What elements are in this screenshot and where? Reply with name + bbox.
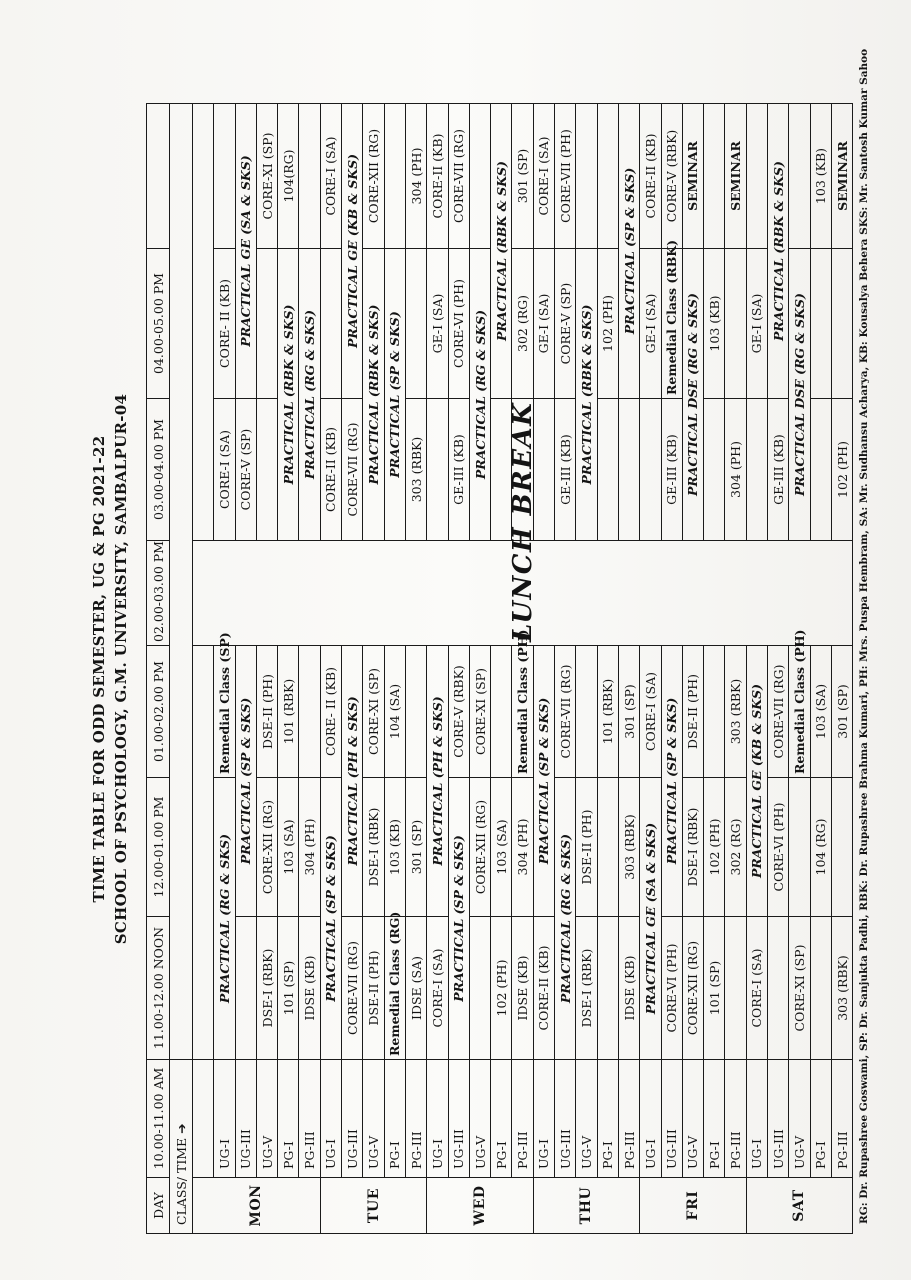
day-cell-wed: WED: [427, 1178, 533, 1234]
schedule-cell: 101 (SP): [704, 917, 725, 1060]
empty-cell: [618, 399, 639, 541]
class-cell: UG-III: [235, 1060, 256, 1178]
document-header: [74, 104, 146, 1234]
schedule-cell: CORE-V (RBK): [661, 104, 682, 249]
table-row: [448, 104, 469, 1234]
empty-cell: [768, 917, 789, 1060]
class-cell: PG-I: [384, 1060, 405, 1178]
schedule-cell: CORE-II (KB): [427, 104, 448, 249]
schedule-cell: Remedial Class (RG): [384, 917, 405, 1060]
schedule-cell: PRACTICAL GE (SA & SKS): [235, 104, 256, 399]
header-slot-4: 01.00-02.00 PM: [147, 646, 170, 778]
empty-cell: [704, 399, 725, 541]
schedule-cell: DSE-II (PH): [256, 646, 277, 778]
schedule-cell: CORE-V (SP): [555, 249, 576, 399]
empty-cell: [469, 104, 490, 249]
schedule-cell: 102 (PH): [831, 399, 852, 541]
schedule-cell: CORE-XII (RG): [469, 778, 490, 917]
schedule-cell: CORE-VI (PH): [768, 778, 789, 917]
schedule-cell: PRACTICAL (RBK & SKS): [768, 104, 789, 399]
table-row: [512, 104, 533, 1234]
schedule-cell: CORE-I (SA): [533, 104, 554, 249]
schedule-cell: DSE-I (RBK): [682, 778, 703, 917]
header-slot-7: 04.00-05.00 PM: [147, 249, 170, 399]
table-row: [405, 104, 426, 1234]
schedule-cell: DSE-II (PH): [576, 778, 597, 917]
schedule-cell: 103 (KB): [704, 249, 725, 399]
schedule-cell: PRACTICAL (RG & SKS): [555, 778, 576, 1060]
table-row: [533, 104, 554, 1234]
empty-cell: [597, 399, 618, 541]
class-cell: PG-I: [810, 1060, 831, 1178]
schedule-cell: CORE-V (SP): [235, 399, 256, 541]
class-cell: UG-I: [320, 1060, 341, 1178]
schedule-cell: 303 (RBK): [725, 646, 746, 778]
schedule-cell: CORE-VII (RG): [342, 399, 363, 541]
empty-cell: [789, 104, 810, 249]
empty-cell: [725, 249, 746, 399]
table-row: [768, 104, 789, 1234]
schedule-cell: SEMINAR: [725, 104, 746, 249]
schedule-cell: PRACTICAL (RBK & SKS): [576, 249, 597, 541]
empty-cell: [299, 104, 320, 249]
schedule-cell: PRACTICAL (SP & SKS): [235, 646, 256, 917]
empty-cell: [704, 104, 725, 249]
schedule-cell: CORE-I (SA): [214, 399, 235, 541]
class-cell: UG-III: [342, 1060, 363, 1178]
table-row: [725, 104, 746, 1234]
table-row: [193, 104, 214, 1234]
timetable-body: [193, 104, 853, 1234]
schedule-cell: CORE-I (SA): [746, 917, 767, 1060]
empty-cell: [193, 646, 214, 1060]
table-row: [618, 104, 639, 1234]
schedule-cell: Remedial Class (PH): [789, 646, 810, 778]
day-cell-tue: TUE: [320, 1178, 426, 1234]
empty-cell: [810, 917, 831, 1060]
class-cell: PG-III: [618, 1060, 639, 1178]
empty-cell: [576, 646, 597, 778]
schedule-cell: PRACTICAL (PH & SKS): [427, 646, 448, 917]
schedule-cell: GE-I (SA): [640, 249, 661, 399]
empty-cell: [789, 778, 810, 917]
schedule-cell: CORE-II (KB): [320, 399, 341, 541]
empty-cell: [320, 249, 341, 399]
schedule-cell: PRACTICAL GE (KB & SKS): [342, 104, 363, 399]
schedule-cell: DSE-I (RBK): [576, 917, 597, 1060]
schedule-cell: 101 (SP): [278, 917, 299, 1060]
table-row: [576, 104, 597, 1234]
empty-cell: [640, 399, 661, 541]
class-cell: PG-III: [512, 1060, 533, 1178]
empty-cell: [831, 249, 852, 399]
schedule-cell: 303 (RBK): [831, 917, 852, 1060]
header-slot-3: 12.00-01.00 PM: [147, 778, 170, 917]
schedule-cell: 101 (RBK): [278, 646, 299, 778]
empty-cell: [469, 917, 490, 1060]
class-cell: [193, 1060, 214, 1178]
class-cell: UG-V: [576, 1060, 597, 1178]
empty-cell: [704, 646, 725, 778]
schedule-cell: CORE- II (KB): [320, 646, 341, 778]
schedule-cell: 104(RG): [278, 104, 299, 249]
timetable: [146, 103, 853, 1234]
header-slot-5: 02.00-03.00 PM: [147, 541, 170, 646]
table-row: [640, 104, 661, 1234]
schedule-cell: CORE-I (SA): [320, 104, 341, 249]
schedule-cell: DSE-I (RBK): [363, 778, 384, 917]
schedule-cell: IDSE (KB): [618, 917, 639, 1060]
schedule-cell: 303 (RBK): [618, 778, 639, 917]
schedule-cell: PRACTICAL (RG & SKS): [469, 249, 490, 541]
schedule-cell: IDSE (KB): [512, 917, 533, 1060]
class-cell: PG-III: [831, 1060, 852, 1178]
document-subtitle: SCHOOL OF PSYCHOLOGY, G.M. UNIVERSITY, SAMBALPUR-04: [112, 393, 130, 945]
schedule-cell: PRACTICAL GE (SA & SKS): [640, 778, 661, 1060]
schedule-cell: SEMINAR: [682, 104, 703, 249]
class-cell: UG-V: [363, 1060, 384, 1178]
schedule-cell: GE-III (KB): [555, 399, 576, 541]
header-row-times: [147, 104, 170, 1234]
empty-cell: [576, 104, 597, 249]
header-row-class-time: [170, 104, 193, 1234]
day-cell-fri: FRI: [640, 1178, 746, 1234]
schedule-cell: 102 (PH): [491, 917, 512, 1060]
schedule-cell: 304 (PH): [405, 104, 426, 249]
table-row: [235, 104, 256, 1234]
schedule-cell: Remedial Class (SP): [214, 646, 235, 778]
schedule-cell: CORE-II (KB): [533, 917, 554, 1060]
schedule-cell: Remedial Class (RBK): [661, 249, 682, 399]
schedule-cell: 101 (RBK): [597, 646, 618, 778]
schedule-cell: GE-III (KB): [661, 399, 682, 541]
table-row: [363, 104, 384, 1234]
table-row: [469, 104, 490, 1234]
schedule-cell: IDSE (KB): [299, 917, 320, 1060]
class-cell: PG-I: [278, 1060, 299, 1178]
schedule-cell: PRACTICAL (RG & SKS): [299, 249, 320, 541]
schedule-cell: 301 (SP): [405, 778, 426, 917]
schedule-cell: CORE-XII (RG): [682, 917, 703, 1060]
schedule-cell: 304 (PH): [512, 778, 533, 917]
table-row: [704, 104, 725, 1234]
class-cell: PG-I: [491, 1060, 512, 1178]
schedule-cell: CORE-XII (RG): [363, 104, 384, 249]
schedule-cell: 102 (PH): [704, 778, 725, 917]
class-cell: PG-I: [704, 1060, 725, 1178]
schedule-cell: GE-III (KB): [768, 399, 789, 541]
table-row: [746, 104, 767, 1234]
schedule-cell: PRACTICAL DSE (RG & SKS): [789, 249, 810, 541]
class-cell: PG-III: [725, 1060, 746, 1178]
schedule-cell: 301 (SP): [512, 104, 533, 249]
class-cell: UG-V: [469, 1060, 490, 1178]
empty-cell: [256, 249, 277, 399]
table-row: [810, 104, 831, 1234]
class-cell: UG-I: [746, 1060, 767, 1178]
class-cell: UG-I: [214, 1060, 235, 1178]
empty-cell: [193, 104, 214, 541]
class-cell: PG-III: [299, 1060, 320, 1178]
empty-cell: [810, 399, 831, 541]
empty-cell: [746, 399, 767, 541]
schedule-cell: PRACTICAL (RBK & SKS): [278, 249, 299, 541]
schedule-cell: CORE-VII (RG): [768, 646, 789, 778]
header-slot-6: 03.00-04.00 PM: [147, 399, 170, 541]
schedule-cell: CORE-XI (SP): [256, 104, 277, 249]
schedule-cell: PRACTICAL (SP & SKS): [384, 249, 405, 541]
schedule-cell: CORE-II (KB): [640, 104, 661, 249]
class-cell: UG-V: [682, 1060, 703, 1178]
empty-cell: [384, 104, 405, 249]
header-class-time: [170, 1060, 193, 1234]
schedule-cell: PRACTICAL (SP & SKS): [320, 778, 341, 1060]
class-time-label: CLASS/ TIME: [173, 1137, 189, 1225]
schedule-cell: 102 (PH): [597, 249, 618, 399]
schedule-cell: CORE-XII (RG): [256, 778, 277, 917]
schedule-cell: PRACTICAL (RG & SKS): [214, 778, 235, 1060]
class-cell: UG-V: [256, 1060, 277, 1178]
class-cell: UG-I: [533, 1060, 554, 1178]
empty-cell: [214, 104, 235, 249]
table-row: [597, 104, 618, 1234]
schedule-cell: 304 (PH): [299, 778, 320, 917]
table-row: [256, 104, 277, 1234]
schedule-cell: CORE-XI (SP): [469, 646, 490, 778]
schedule-cell: 103 (KB): [384, 778, 405, 917]
schedule-cell: CORE-XI (SP): [363, 646, 384, 778]
day-cell-mon: MON: [193, 1178, 321, 1234]
schedule-cell: 104 (SA): [384, 646, 405, 778]
empty-cell: [597, 778, 618, 917]
empty-cell: [725, 917, 746, 1060]
schedule-cell: PRACTICAL (SP & SKS): [448, 778, 469, 1060]
schedule-cell: 103 (SA): [491, 778, 512, 917]
table-row: [491, 104, 512, 1234]
empty-cell: [831, 778, 852, 917]
table-row: [214, 104, 235, 1234]
table-row: [831, 104, 852, 1234]
schedule-cell: 103 (SA): [810, 646, 831, 778]
table-row: [555, 104, 576, 1234]
class-cell: UG-III: [661, 1060, 682, 1178]
empty-cell: [405, 249, 426, 399]
class-cell: UG-III: [555, 1060, 576, 1178]
table-row: [278, 104, 299, 1234]
schedule-cell: SEMINAR: [831, 104, 852, 249]
class-cell: PG-I: [597, 1060, 618, 1178]
schedule-cell: IDSE (SA): [405, 917, 426, 1060]
empty-cell: [299, 646, 320, 778]
schedule-cell: PRACTICAL (RBK & SKS): [491, 104, 512, 399]
table-row: [427, 104, 448, 1234]
schedule-cell: CORE-XI (SP): [789, 917, 810, 1060]
header-slot-1: 10.00-11.00 AM: [147, 1060, 170, 1178]
day-cell-thu: THU: [533, 1178, 639, 1234]
header-slot-2: 11.00-12.00 NOON: [147, 917, 170, 1060]
schedule-cell: 301 (SP): [831, 646, 852, 778]
schedule-cell: PRACTICAL (SP & SKS): [533, 646, 554, 917]
schedule-cell: CORE-I (SA): [427, 917, 448, 1060]
class-cell: UG-III: [448, 1060, 469, 1178]
header-spacer: [170, 104, 193, 1060]
schedule-cell: 103 (SA): [278, 778, 299, 917]
class-cell: UG-V: [789, 1060, 810, 1178]
schedule-cell: GE-III (KB): [448, 399, 469, 541]
document-title: TIME TABLE FOR ODD SEMESTER, UG & PG 2021-22: [90, 435, 108, 903]
empty-cell: [810, 249, 831, 399]
schedule-cell: 302 (RG): [512, 249, 533, 399]
schedule-cell: DSE-II (PH): [682, 646, 703, 778]
arrow-right-icon: ➔: [173, 1123, 189, 1134]
empty-cell: [256, 399, 277, 541]
table-row: [342, 104, 363, 1234]
schedule-cell: 104 (RG): [810, 778, 831, 917]
schedule-cell: 303 (RBK): [405, 399, 426, 541]
schedule-cell: GE-I (SA): [533, 249, 554, 399]
schedule-cell: PRACTICAL (PH & SKS): [342, 646, 363, 917]
table-row: [682, 104, 703, 1234]
schedule-cell: 301 (SP): [618, 646, 639, 778]
schedule-cell: PRACTICAL GE (KB & SKS): [746, 646, 767, 917]
header-slot-8: [147, 104, 170, 249]
empty-cell: [405, 646, 426, 778]
schedule-cell: PRACTICAL (SP & SKS): [618, 104, 639, 399]
empty-cell: [427, 399, 448, 541]
schedule-cell: CORE-VII (PH): [555, 104, 576, 249]
empty-cell: [597, 104, 618, 249]
empty-cell: [597, 917, 618, 1060]
schedule-cell: CORE-VI (PH): [448, 249, 469, 399]
schedule-cell: 304 (PH): [725, 399, 746, 541]
schedule-cell: CORE-VII (RG): [448, 104, 469, 249]
schedule-cell: PRACTICAL (SP & SKS): [661, 646, 682, 917]
table-row: [661, 104, 682, 1234]
class-cell: UG-I: [640, 1060, 661, 1178]
table-row: [299, 104, 320, 1234]
schedule-cell: PRACTICAL DSE (RG & SKS): [682, 249, 703, 541]
schedule-cell: CORE-I (SA): [640, 646, 661, 778]
schedule-cell: DSE-I (RBK): [256, 917, 277, 1060]
class-cell: UG-III: [768, 1060, 789, 1178]
schedule-cell: GE-I (SA): [746, 249, 767, 399]
day-cell-sat: SAT: [746, 1178, 852, 1234]
schedule-cell: Remedial Class (PH): [512, 646, 533, 778]
lunch-break-cell: LUNCH BREAK: [193, 541, 853, 646]
schedule-cell: 103 (KB): [810, 104, 831, 249]
schedule-cell: CORE- II (KB): [214, 249, 235, 399]
schedule-cell: PRACTICAL (RBK & SKS): [363, 249, 384, 541]
empty-cell: [235, 917, 256, 1060]
schedule-cell: CORE-VI (PH): [661, 917, 682, 1060]
schedule-cell: CORE-V (RBK): [448, 646, 469, 778]
table-row: [384, 104, 405, 1234]
table-row: [320, 104, 341, 1234]
schedule-cell: CORE-VII (RG): [342, 917, 363, 1060]
schedule-cell: 302 (RG): [725, 778, 746, 917]
schedule-cell: CORE-VII (RG): [555, 646, 576, 778]
rotated-timetable-document: [74, 48, 871, 1234]
faculty-legend: RG: Dr. Rupashree Goswami, SP: Dr. Sanjukta Padhi, RBK: Dr. Rupashree Brahma Kumari, PH: Mrs. Puspa Hembram, SA: Mr. Sudhansu Acharya, KB: Kousalya Behera SKS: Mr. Santosh Kumar Sahoo: [858, 48, 871, 1224]
header-day: DAY: [147, 1178, 170, 1234]
table-row: [789, 104, 810, 1234]
schedule-cell: DSE-II (PH): [363, 917, 384, 1060]
empty-cell: [491, 646, 512, 778]
class-cell: PG-III: [405, 1060, 426, 1178]
empty-cell: [746, 104, 767, 249]
class-cell: UG-I: [427, 1060, 448, 1178]
schedule-cell: GE-I (SA): [427, 249, 448, 399]
